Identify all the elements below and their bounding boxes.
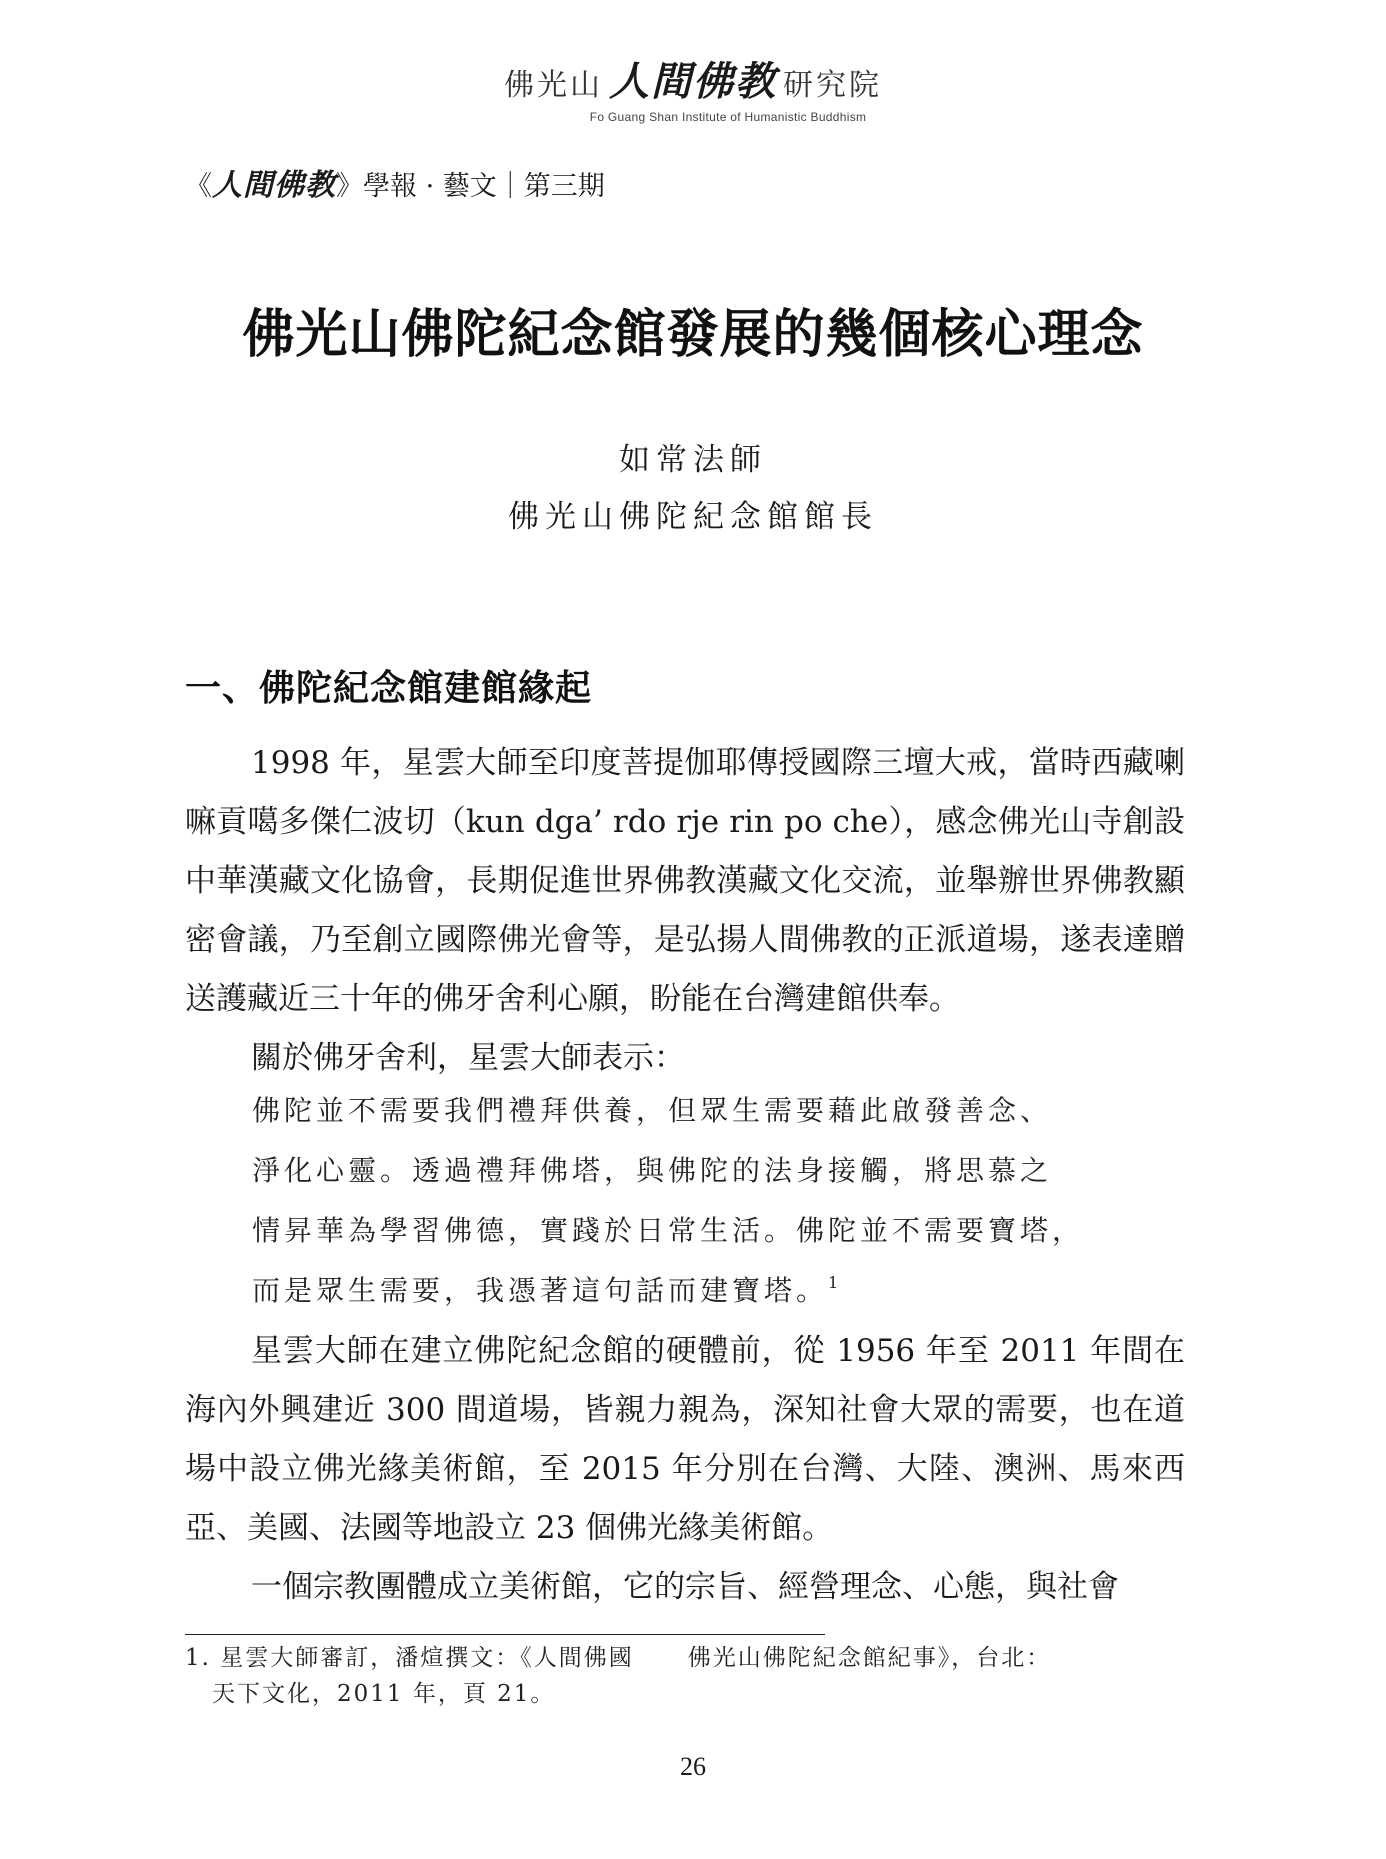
author-affiliation: 佛光山佛陀紀念館館長 [508,499,878,535]
footnote-text-part2: 佛光山佛陀紀念館紀事》，台北： [687,1645,1052,1671]
footnote-rule [185,1634,825,1635]
running-head [185,168,605,205]
article-title: 佛光山佛陀紀念館發展的幾個核心理念 [242,305,1144,365]
quote-line-last [252,1261,1132,1321]
article-author: 如常法師 [619,442,767,478]
institute-name [0,59,1386,106]
quote-line: 佛陀並不需要我們禮拜供養，但眾生需要藉此啟發善念、 [252,1094,1053,1127]
institute-suffix: 研究院 [783,68,882,103]
body-paragraph: 一個宗教團體成立美術館，它的宗旨、經營理念、心態，與社會 [251,1569,1119,1605]
body-paragraph: 星雲大師在建立佛陀紀念館的硬體前，從 1956 年至 2011 年間在海內外興建近 300 間道場，皆親力親為，深知社會大眾的需要，也在道場中設立佛光緣美術館，至 2015 年分別在台灣、大陸、澳洲、馬來西亞、美國、法國等地設立 23 個佛光緣美術館。 [185,1333,1185,1546]
institute-masthead [0,59,1386,124]
quote-line: 而是眾生需要，我憑著這句話而建寶塔。 [252,1274,829,1307]
running-head-rest: 》學報 · 藝文｜第三期 [336,171,605,202]
page-number: 26 [680,1752,706,1781]
body-block-2 [185,1322,1185,1617]
footnote-number: 1. [185,1645,211,1671]
running-head-open-bracket: 《 [185,171,212,202]
institute-english-name: Fo Guang Shan Institute of Humanistic Buddhism [589,110,867,124]
journal-logotype: 人間佛教 [212,168,336,203]
section-heading: 一、佛陀紀念館建館緣起 [185,668,593,709]
block-quote [252,1081,1132,1321]
footnote [185,1640,1185,1712]
footnote-line-1 [185,1640,1185,1676]
footnote-reference[interactable]: 1 [828,1273,839,1292]
institute-brand-logotype: 人間佛教 [609,59,777,105]
quote-line: 情昇華為學習佛德，實踐於日常生活。佛陀並不需要寶塔， [252,1214,1085,1247]
institute-prefix: 佛光山 [504,68,603,103]
body-paragraph: 關於佛牙舍利，星雲大師表示： [251,1040,685,1076]
quote-line: 淨化心靈。透過禮拜佛塔，與佛陀的法身接觸，將思慕之 [252,1154,1053,1187]
body-paragraph: 1998 年，星雲大師至印度菩提伽耶傳授國際三壇大戒，當時西藏喇嘛貢噶多傑仁波切（kun dga’ rdo rje rin po che），感念佛光山寺創設中華漢藏文化協會，長期促進世界佛教漢藏文化交流，並舉辦世界佛教顯密會議，乃至創立國際佛光會等，是弘揚人間佛教的正派道場，遂表達贈送護藏近三十年的佛牙舍利心願，盼能在台灣建館供奉。 [185,745,1185,1017]
footnote-line-2: 天下文化，2011 年，頁 21。 [212,1681,556,1707]
footnote-text-part1: 星雲大師審訂，潘煊撰文：《人間佛國 [220,1645,634,1671]
body-block-1 [185,734,1185,1088]
